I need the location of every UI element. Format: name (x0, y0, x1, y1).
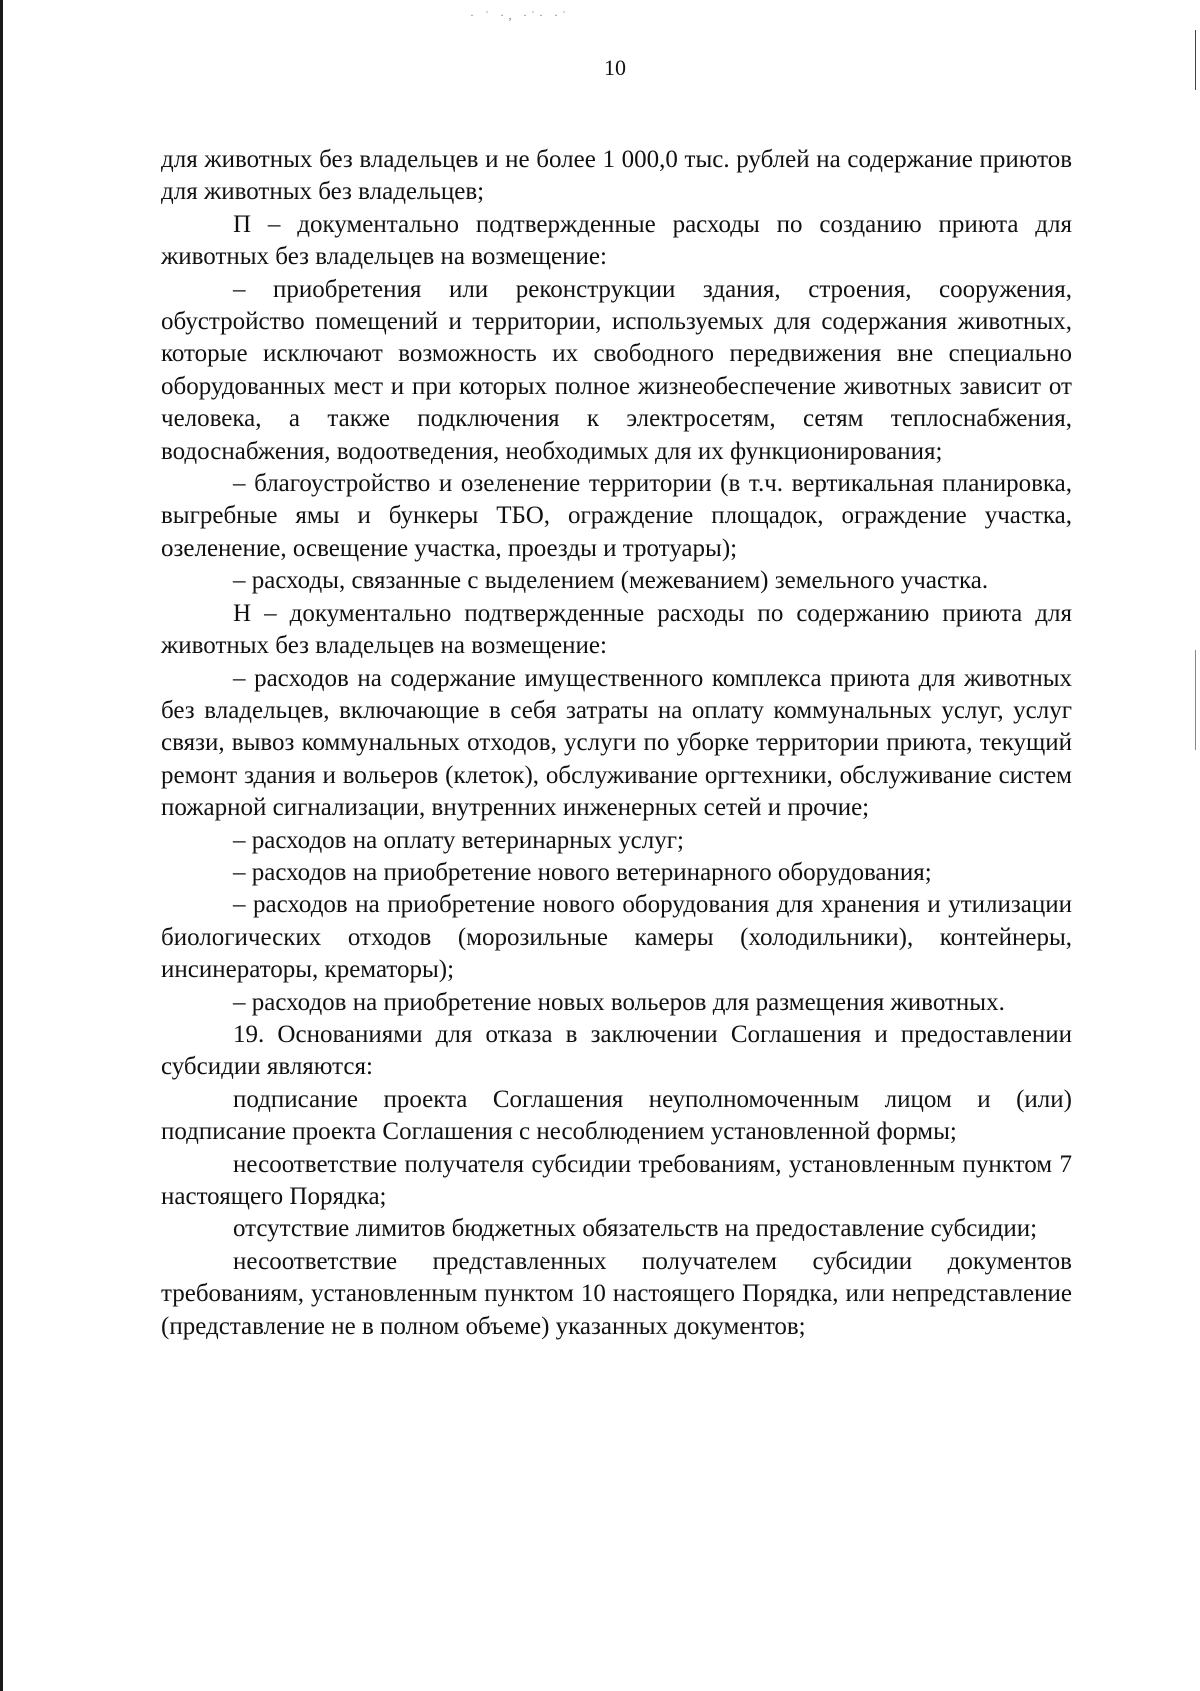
refusal-reason: подписание проекта Соглашения неуполномоченным лицом и (или) подписание проекта Соглашения с несоблюдением установленной формы; (161, 1085, 1072, 1146)
paragraph-n-definition: Н – документально подтвержденные расходы по содержанию приюта для животных без владельцев на возмещение: (161, 599, 1072, 660)
list-item-veterinary-services: – расходов на оплату ветеринарных услуг; (233, 826, 684, 854)
scan-right-mark (1195, 650, 1196, 750)
refusal-reason: отсутствие лимитов бюджетных обязательств на предоставление субсидии; (233, 1215, 1038, 1243)
paragraph-p-definition: П – документально подтвержденные расходы по созданию приюта для животных без владельцев на возмещение: (161, 210, 1072, 271)
list-item-land-survey: – расходы, связанные с выделением (межеванием) земельного участка. (233, 567, 989, 595)
document-body (161, 144, 1072, 1343)
list-item-enclosures: – расходов на приобретение новых вольеров для размещения животных. (233, 988, 1005, 1016)
scan-specks: · ˙ ·‚ ·˙· ·˙ (470, 8, 570, 22)
scan-left-edge (0, 0, 3, 1691)
paragraph-continuation: для животных без владельцев и не более 1 000,0 тыс. рублей на содержание приютов для животных без владельцев; (161, 146, 1072, 206)
list-item-property-maintenance: – расходов на содержание имущественного комплекса приюта для животных без владельцев, включающие в себя затраты на оплату коммунальных услуг, услуг связи, вывоз коммунальных отходов, услуги по уборке территории приюта, текущий ремонт здания и вольеров (клеток), обслуживание оргтехники, обслуживание систем пожарной сигнализации, внутренних инженерных сетей и прочие; (161, 664, 1072, 822)
page-number: 10 (604, 55, 626, 80)
list-item-waste-equipment: – расходов на приобретение нового оборудования для хранения и утилизации биологических отходов (морозильные камеры (холодильники), контейнеры, инсинераторы, крематоры); (161, 891, 1072, 984)
refusal-reason: несоответствие представленных получателем субсидии документов требованиям, установленным пунктом 10 настоящего Порядка, или непредставление (представление не в полном объеме) указанных документов; (161, 1247, 1072, 1340)
paragraph-clause-19: 19. Основаниями для отказа в заключении Соглашения и предоставлении субсидии являются: (161, 1020, 1072, 1081)
list-item-veterinary-equipment: – расходов на приобретение нового ветеринарного оборудования; (233, 858, 932, 886)
refusal-reason: несоответствие получателя субсидии требованиям, установленным пунктом 7 настоящего Порядка; (161, 1150, 1072, 1210)
list-item-acquisition: – приобретения или реконструкции здания, строения, сооружения, обустройство помещений и территории, используемых для содержания животных, которые исключают возможность их свободного передвижения вне специально оборудованных мест и при которых полное жизнеобеспечение животных зависит от человека, а также подключения к электросетям, сетям теплоснабжения, водоснабжения, водоотведения, необходимых для их функционирования; (161, 275, 1072, 465)
list-item-landscaping: – благоустройство и озеленение территории (в т.ч. вертикальная планировка, выгребные ямы и бункеры ТБО, ограждение площадок, ограждение участка, озеленение, освещение участка, проезды и тротуары); (161, 470, 1072, 562)
